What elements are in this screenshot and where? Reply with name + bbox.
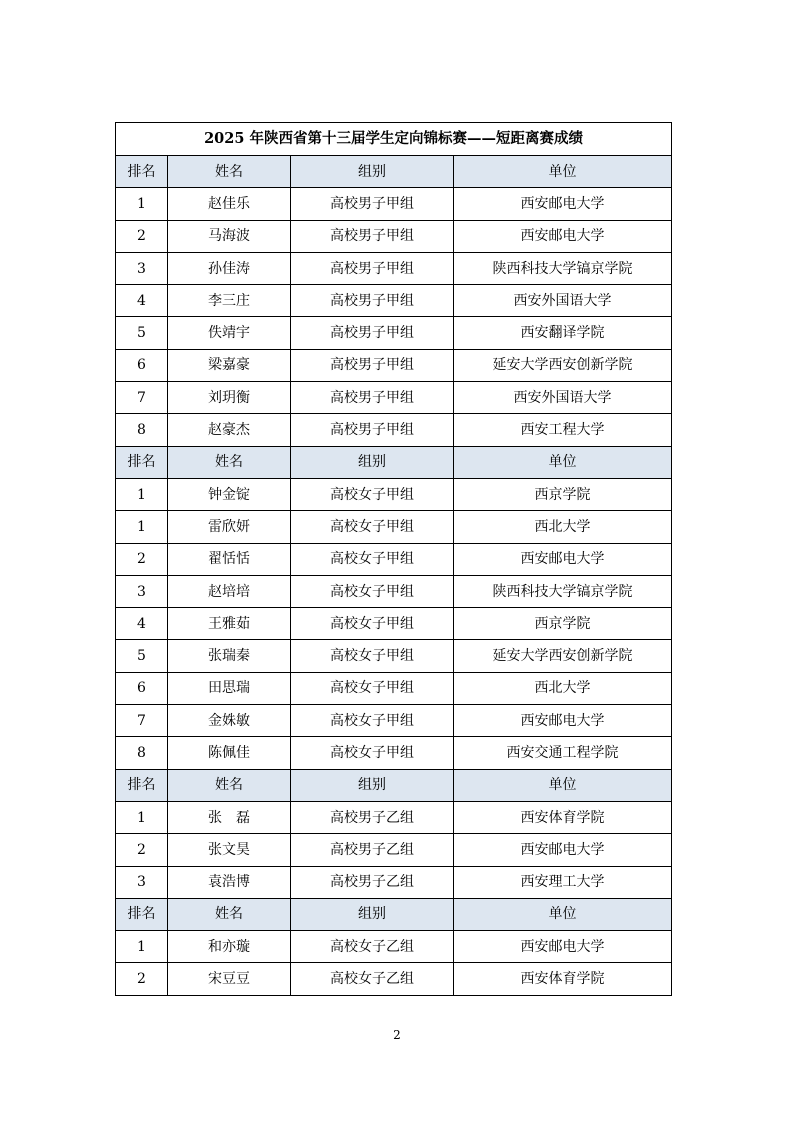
results-table-body <box>116 123 672 996</box>
header-rank: 排名 <box>116 156 168 188</box>
header-row <box>116 446 672 478</box>
cell-unit: 西安工程大学 <box>454 414 672 446</box>
table-row <box>116 478 672 510</box>
cell-group: 高校女子乙组 <box>291 963 454 995</box>
cell-rank: 1 <box>116 931 168 963</box>
table-row <box>116 414 672 446</box>
table-row <box>116 382 672 414</box>
cell-name: 张文昊 <box>168 834 291 866</box>
cell-name: 赵豪杰 <box>168 414 291 446</box>
cell-name: 张 磊 <box>168 801 291 833</box>
cell-unit: 西安体育学院 <box>454 801 672 833</box>
cell-name: 李三庄 <box>168 285 291 317</box>
table-row <box>116 640 672 672</box>
cell-unit: 陕西科技大学镐京学院 <box>454 575 672 607</box>
table-row <box>116 866 672 898</box>
table-row <box>116 931 672 963</box>
results-table <box>115 122 672 996</box>
cell-rank: 7 <box>116 382 168 414</box>
cell-group: 高校男子甲组 <box>291 285 454 317</box>
cell-rank: 1 <box>116 511 168 543</box>
cell-unit: 延安大学西安创新学院 <box>454 349 672 381</box>
cell-unit: 西安邮电大学 <box>454 220 672 252</box>
cell-name: 钟金锭 <box>168 478 291 510</box>
cell-name: 翟恬恬 <box>168 543 291 575</box>
cell-group: 高校男子甲组 <box>291 188 454 220</box>
cell-group: 高校女子甲组 <box>291 672 454 704</box>
cell-name: 刘玥衡 <box>168 382 291 414</box>
cell-name: 佚靖宇 <box>168 317 291 349</box>
cell-unit: 西安翻译学院 <box>454 317 672 349</box>
cell-rank: 5 <box>116 640 168 672</box>
cell-group: 高校女子甲组 <box>291 705 454 737</box>
cell-name: 金姝敏 <box>168 705 291 737</box>
header-rank: 排名 <box>116 898 168 930</box>
header-name: 姓名 <box>168 769 291 801</box>
cell-unit: 西安邮电大学 <box>454 705 672 737</box>
cell-group: 高校男子甲组 <box>291 252 454 284</box>
cell-rank: 8 <box>116 737 168 769</box>
cell-group: 高校男子甲组 <box>291 317 454 349</box>
table-title-row <box>116 123 672 156</box>
cell-unit: 西北大学 <box>454 672 672 704</box>
header-group: 组别 <box>291 446 454 478</box>
table-row <box>116 188 672 220</box>
cell-name: 和亦璇 <box>168 931 291 963</box>
header-group: 组别 <box>291 898 454 930</box>
cell-rank: 3 <box>116 575 168 607</box>
cell-name: 赵培培 <box>168 575 291 607</box>
table-row <box>116 285 672 317</box>
cell-unit: 西安理工大学 <box>454 866 672 898</box>
cell-rank: 2 <box>116 963 168 995</box>
cell-name: 张瑞秦 <box>168 640 291 672</box>
cell-rank: 2 <box>116 220 168 252</box>
cell-rank: 7 <box>116 705 168 737</box>
cell-name: 宋豆豆 <box>168 963 291 995</box>
table-row <box>116 543 672 575</box>
cell-name: 王雅茹 <box>168 608 291 640</box>
cell-rank: 6 <box>116 672 168 704</box>
table-row <box>116 737 672 769</box>
cell-unit: 西安邮电大学 <box>454 188 672 220</box>
cell-unit: 延安大学西安创新学院 <box>454 640 672 672</box>
cell-name: 袁浩博 <box>168 866 291 898</box>
table-row <box>116 672 672 704</box>
table-row <box>116 220 672 252</box>
cell-name: 陈佩佳 <box>168 737 291 769</box>
cell-name: 孙佳涛 <box>168 252 291 284</box>
table-row <box>116 801 672 833</box>
cell-unit: 西安邮电大学 <box>454 931 672 963</box>
header-unit: 单位 <box>454 769 672 801</box>
table-row <box>116 349 672 381</box>
cell-group: 高校男子乙组 <box>291 801 454 833</box>
table-row <box>116 705 672 737</box>
cell-rank: 1 <box>116 801 168 833</box>
table-row <box>116 511 672 543</box>
table-row <box>116 317 672 349</box>
cell-rank: 2 <box>116 543 168 575</box>
cell-unit: 西安外国语大学 <box>454 285 672 317</box>
cell-group: 高校男子甲组 <box>291 382 454 414</box>
cell-unit: 西安交通工程学院 <box>454 737 672 769</box>
header-row <box>116 156 672 188</box>
table-row <box>116 252 672 284</box>
table-title: 2025 年陕西省第十三届学生定向锦标赛——短距离赛成绩 <box>116 123 672 156</box>
header-rank: 排名 <box>116 769 168 801</box>
cell-name: 雷欣妍 <box>168 511 291 543</box>
cell-name: 赵佳乐 <box>168 188 291 220</box>
cell-name: 梁嘉豪 <box>168 349 291 381</box>
cell-group: 高校女子乙组 <box>291 931 454 963</box>
table-row <box>116 834 672 866</box>
header-group: 组别 <box>291 156 454 188</box>
table-row <box>116 575 672 607</box>
cell-rank: 4 <box>116 608 168 640</box>
cell-rank: 1 <box>116 478 168 510</box>
header-rank: 排名 <box>116 446 168 478</box>
cell-rank: 1 <box>116 188 168 220</box>
cell-group: 高校女子甲组 <box>291 575 454 607</box>
cell-unit: 西北大学 <box>454 511 672 543</box>
cell-group: 高校女子甲组 <box>291 543 454 575</box>
cell-name: 马海波 <box>168 220 291 252</box>
cell-group: 高校男子乙组 <box>291 834 454 866</box>
cell-unit: 西京学院 <box>454 608 672 640</box>
cell-group: 高校男子甲组 <box>291 220 454 252</box>
cell-unit: 西安邮电大学 <box>454 834 672 866</box>
header-group: 组别 <box>291 769 454 801</box>
cell-name: 田思瑞 <box>168 672 291 704</box>
header-row <box>116 769 672 801</box>
header-name: 姓名 <box>168 156 291 188</box>
header-row <box>116 898 672 930</box>
cell-rank: 8 <box>116 414 168 446</box>
cell-group: 高校女子甲组 <box>291 737 454 769</box>
cell-unit: 陕西科技大学镐京学院 <box>454 252 672 284</box>
cell-group: 高校女子甲组 <box>291 640 454 672</box>
cell-unit: 西京学院 <box>454 478 672 510</box>
cell-rank: 5 <box>116 317 168 349</box>
cell-rank: 3 <box>116 252 168 284</box>
cell-group: 高校女子甲组 <box>291 478 454 510</box>
cell-rank: 3 <box>116 866 168 898</box>
header-unit: 单位 <box>454 898 672 930</box>
cell-rank: 2 <box>116 834 168 866</box>
cell-unit: 西安邮电大学 <box>454 543 672 575</box>
header-unit: 单位 <box>454 446 672 478</box>
cell-group: 高校女子甲组 <box>291 511 454 543</box>
header-unit: 单位 <box>454 156 672 188</box>
header-name: 姓名 <box>168 446 291 478</box>
cell-unit: 西安外国语大学 <box>454 382 672 414</box>
cell-group: 高校男子甲组 <box>291 414 454 446</box>
table-row <box>116 608 672 640</box>
cell-rank: 6 <box>116 349 168 381</box>
cell-group: 高校女子甲组 <box>291 608 454 640</box>
header-name: 姓名 <box>168 898 291 930</box>
cell-rank: 4 <box>116 285 168 317</box>
cell-group: 高校男子乙组 <box>291 866 454 898</box>
page-number: 2 <box>393 1028 401 1042</box>
table-row <box>116 963 672 995</box>
cell-group: 高校男子甲组 <box>291 349 454 381</box>
cell-unit: 西安体育学院 <box>454 963 672 995</box>
